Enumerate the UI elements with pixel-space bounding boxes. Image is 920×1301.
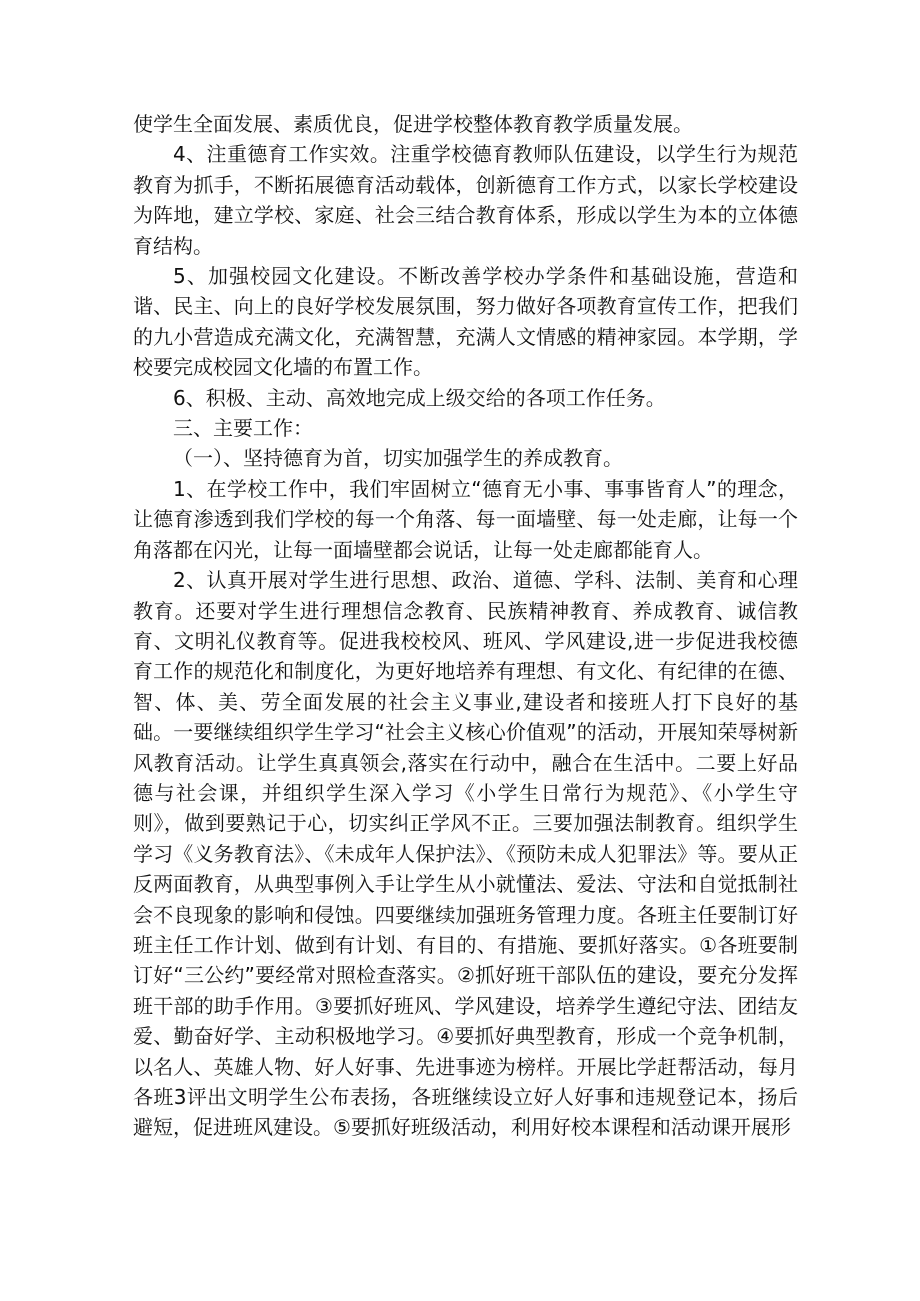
paragraph: 2、认真开展对学生进行思想、政治、道德、学科、法制、美育和心理教育。还要对学生进行理想信念教育、民族精神教育、养成教育、诚信教育、文明礼仪教育等。促进我校校风、班风、学风建设,进一步促进我校德育工作的规范化和制度化，为更好地培养有理想、有文化、有纪律的在德、智、体、美、劳全面发展的社会主义事业,建设者和接班人打下良好的基础。一要继续组织学生学习“社会主义核心价值观”的活动，开展知荣辱树新风教育活动。让学生真真领会,落实在行动中，融合在生活中。二要上好品德与社会课，并组织学生深入学习《小学生日常行为规范》、《小学生守则》，做到要熟记于心，切实纠正学风不正。三要加强法制教育。组织学生学习《义务教育法》、《未成年人保护法》、《预防未成人犯罪法》等。要从正反两面教育，从典型事例入手让学生从小就懂法、爱法、守法和自觉抵制社会不良现象的影响和侵蚀。四要继续加强班务管理力度。各班主任要制订好班主任工作计划、做到有计划、有目的、有措施、要抓好落实。①各班要制订好“三公约”要经常对照检查落实。②抓好班干部队伍的建设，要充分发挥班干部的助手作用。③要抓好班风、学风建设，培养学生遵纪守法、团结友爱、勤奋好学、主动积极地学习。④要抓好典型教育，形成一个竞争机制，以名人、英雄人物、好人好事、先进事迹为榜样。开展比学赶帮活动，每月各班3评出文明学生公布表扬，各班继续设立好人好事和违规登记本，扬后避短，促进班风建设。⑤要抓好班级活动，利用好校本课程和活动课开展形 [133, 568, 798, 1140]
subsection-heading: （一）、坚持德育为首，切实加强学生的养成教育。 [173, 446, 623, 471]
section-heading: 三、主要工作： [173, 416, 313, 441]
paragraph: 使学生全面发展、素质优良，促进学校整体教育教学质量发展。 [133, 112, 693, 136]
paragraph: 5、加强校园文化建设。不断改善学校办学条件和基础设施，营造和谐、民主、向上的良好学校发展氛围，努力做好各项教育宣传工作，把我们的九小营造成充满文化，充满智慧，充满人文情感的精神家园。本学期，学校要完成校园文化墙的布置工作。 [133, 264, 798, 380]
paragraph: 6、积极、主动、高效地完成上级交给的各项工作任务。 [173, 385, 666, 410]
document-body [133, 109, 798, 1143]
paragraph: 4、注重德育工作实效。注重学校德育教师队伍建设，以学生行为规范教育为抓手，不断拓展德育活动载体，创新德育工作方式，以家长学校建设为阵地，建立学校、家庭、社会三结合教育体系，形成以学生为本的立体德育结构。 [133, 142, 798, 258]
paragraph: 1、在学校工作中，我们牢固树立“德育无小事、事事皆育人”的理念，让德育渗透到我们学校的每一个角落、每一面墙壁、每一处走廊，让每一个角落都在闪光，让每一面墙壁都会说话，让每一处走廊都能育人。 [133, 476, 798, 562]
